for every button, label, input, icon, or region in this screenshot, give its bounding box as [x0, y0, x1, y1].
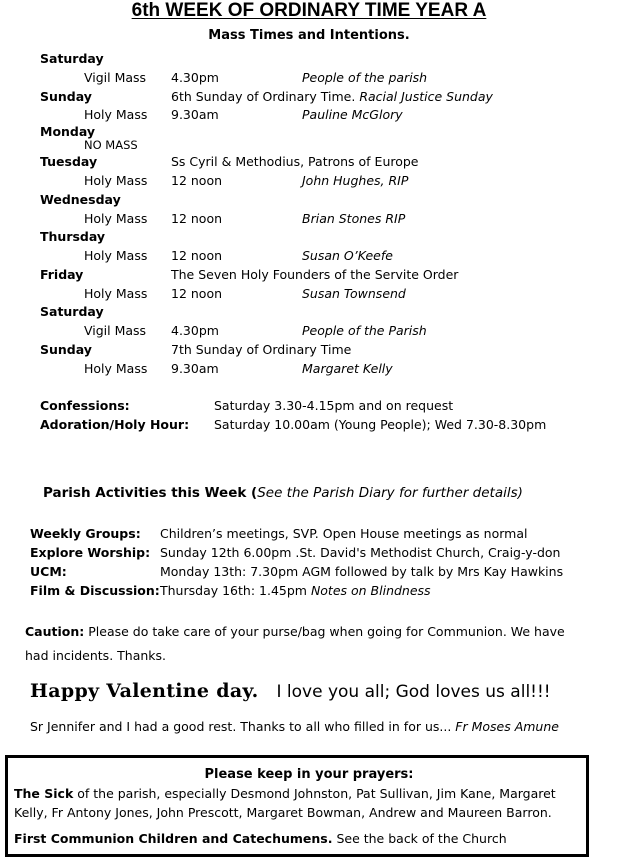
day-label: Thursday: [40, 229, 106, 244]
activity-value: Sunday 12th 6.00pm .St. David's Methodist Church, Craig-y-don: [160, 545, 561, 560]
mass-type: Vigil Mass: [84, 323, 147, 338]
mass-intention: People of the parish: [302, 70, 428, 85]
page-subtitle: Mass Times and Intentions.: [208, 28, 410, 43]
prayers-heading: Please keep in your prayers:: [204, 767, 414, 782]
first-communion-note: First Communion Children and Catechumens. See the back of the Church: [14, 831, 507, 846]
day-description: 7th Sunday of Ordinary Time: [171, 342, 352, 357]
confessions-label: Confessions:: [40, 398, 130, 413]
mass-type: Holy Mass: [84, 361, 148, 376]
thanks-note: Sr Jennifer and I had a good rest. Thanks to all who filled in for us... Fr Moses Amune: [30, 719, 559, 734]
caution-notice-continued: had incidents. Thanks.: [25, 648, 167, 663]
no-mass-note: NO MASS: [84, 138, 138, 152]
day-label: Tuesday: [40, 154, 98, 169]
activity-value: Children’s meetings, SVP. Open House meetings as normal: [160, 526, 528, 541]
mass-intention: Pauline McGlory: [302, 107, 403, 122]
day-description: 6th Sunday of Ordinary Time. Racial Justice Sunday: [171, 89, 493, 104]
caution-notice: Caution: Please do take care of your purse/bag when going for Communion. We have: [25, 624, 565, 639]
mass-type: Holy Mass: [84, 248, 148, 263]
day-label: Wednesday: [40, 192, 121, 207]
activities-heading: Parish Activities this Week (See the Parish Diary for further details): [43, 485, 523, 501]
activity-label: Explore Worship:: [30, 545, 151, 560]
day-description: The Seven Holy Founders of the Servite Order: [171, 267, 459, 282]
day-label: Saturday: [40, 51, 104, 66]
adoration-times: Saturday 10.00am (Young People); Wed 7.30-8.30pm: [214, 417, 547, 432]
mass-time: 12 noon: [171, 173, 223, 188]
day-label: Sunday: [40, 89, 92, 104]
confessions-times: Saturday 3.30-4.15pm and on request: [214, 398, 454, 413]
day-label: Friday: [40, 267, 84, 282]
mass-type: Holy Mass: [84, 211, 148, 226]
mass-time: 12 noon: [171, 248, 223, 263]
mass-intention: People of the Parish: [302, 323, 427, 338]
page-title: 6th WEEK OF ORDINARY TIME YEAR A: [131, 0, 487, 21]
mass-intention: Susan O’Keefe: [302, 248, 393, 263]
day-label: Sunday: [40, 342, 92, 357]
day-label: Saturday: [40, 304, 104, 319]
valentine-line: Happy Valentine day. I love you all; God loves us all!!!: [30, 680, 551, 702]
sick-list: The Sick of the parish, especially Desmond Johnston, Pat Sullivan, Jim Kane, Margaret: [14, 786, 556, 801]
mass-time: 4.30pm: [171, 323, 219, 338]
activity-value: Monday 13th: 7.30pm AGM followed by talk by Mrs Kay Hawkins: [160, 564, 564, 579]
mass-intention: Margaret Kelly: [302, 361, 393, 376]
mass-type: Holy Mass: [84, 107, 148, 122]
mass-type: Vigil Mass: [84, 70, 147, 85]
mass-time: 9.30am: [171, 107, 219, 122]
sick-list-continued: Kelly, Fr Antony Jones, John Prescott, Margaret Bowman, Andrew and Maureen Barron.: [14, 805, 552, 820]
activity-label: Weekly Groups:: [30, 526, 141, 541]
mass-time: 4.30pm: [171, 70, 219, 85]
mass-intention: John Hughes, RIP: [302, 173, 409, 188]
adoration-label: Adoration/Holy Hour:: [40, 417, 190, 432]
activity-label: Film & Discussion:: [30, 583, 160, 598]
activity-label: UCM:: [30, 564, 67, 579]
mass-time: 12 noon: [171, 211, 223, 226]
day-label: Monday: [40, 124, 96, 139]
mass-time: 12 noon: [171, 286, 223, 301]
mass-type: Holy Mass: [84, 286, 148, 301]
activity-value: Thursday 16th: 1.45pm Notes on Blindness: [160, 583, 431, 598]
mass-time: 9.30am: [171, 361, 219, 376]
mass-intention: Susan Townsend: [302, 286, 406, 301]
day-description: Ss Cyril & Methodius, Patrons of Europe: [171, 154, 419, 169]
mass-intention: Brian Stones RIP: [302, 211, 406, 226]
mass-type: Holy Mass: [84, 173, 148, 188]
